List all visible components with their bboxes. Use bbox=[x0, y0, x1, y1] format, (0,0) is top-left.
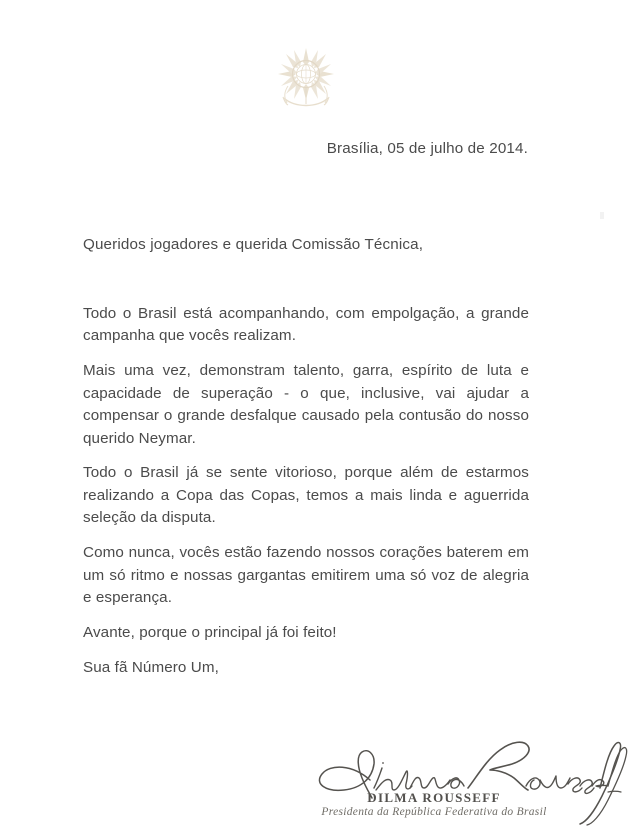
brazil-coat-of-arms-icon bbox=[272, 42, 340, 120]
salutation: Queridos jogadores e querida Comissão Técnica, bbox=[83, 236, 424, 253]
signature-block bbox=[300, 736, 630, 826]
body-paragraph: Todo o Brasil está acompanhando, com empolgação, a grande campanha que vocês realizam. bbox=[83, 305, 529, 345]
body-paragraph: Mais uma vez, demonstram talento, garra, espírito de luta e capacidade de superação - o que, inclusive, vai ajudar a compensar o grande desfalque causado pela contusão do nosso querido Neymar. bbox=[83, 362, 529, 447]
body-paragraph: Todo o Brasil já se sente vitorioso, porque além de estarmos realizando a Copa das Copas, temos a mais linda e aguerrida seleção da disputa. bbox=[83, 464, 529, 527]
body-paragraph: Avante, porque o principal já foi feito! bbox=[83, 623, 337, 641]
letter-body bbox=[83, 303, 529, 679]
date-line: Brasília, 05 de julho de 2014. bbox=[326, 140, 528, 157]
signature-printed-name: DILMA ROUSSEFF bbox=[367, 790, 501, 805]
signature-printed-title: Presidenta da República Federativa do Brasil bbox=[321, 806, 547, 818]
scan-artifact bbox=[600, 212, 604, 219]
closing-line: Sua fã Número Um, bbox=[83, 658, 219, 676]
body-paragraph: Como nunca, vocês estão fazendo nossos corações baterem em um só ritmo e nossas gargantas emitirem uma só voz de alegria e esperança. bbox=[83, 544, 529, 606]
